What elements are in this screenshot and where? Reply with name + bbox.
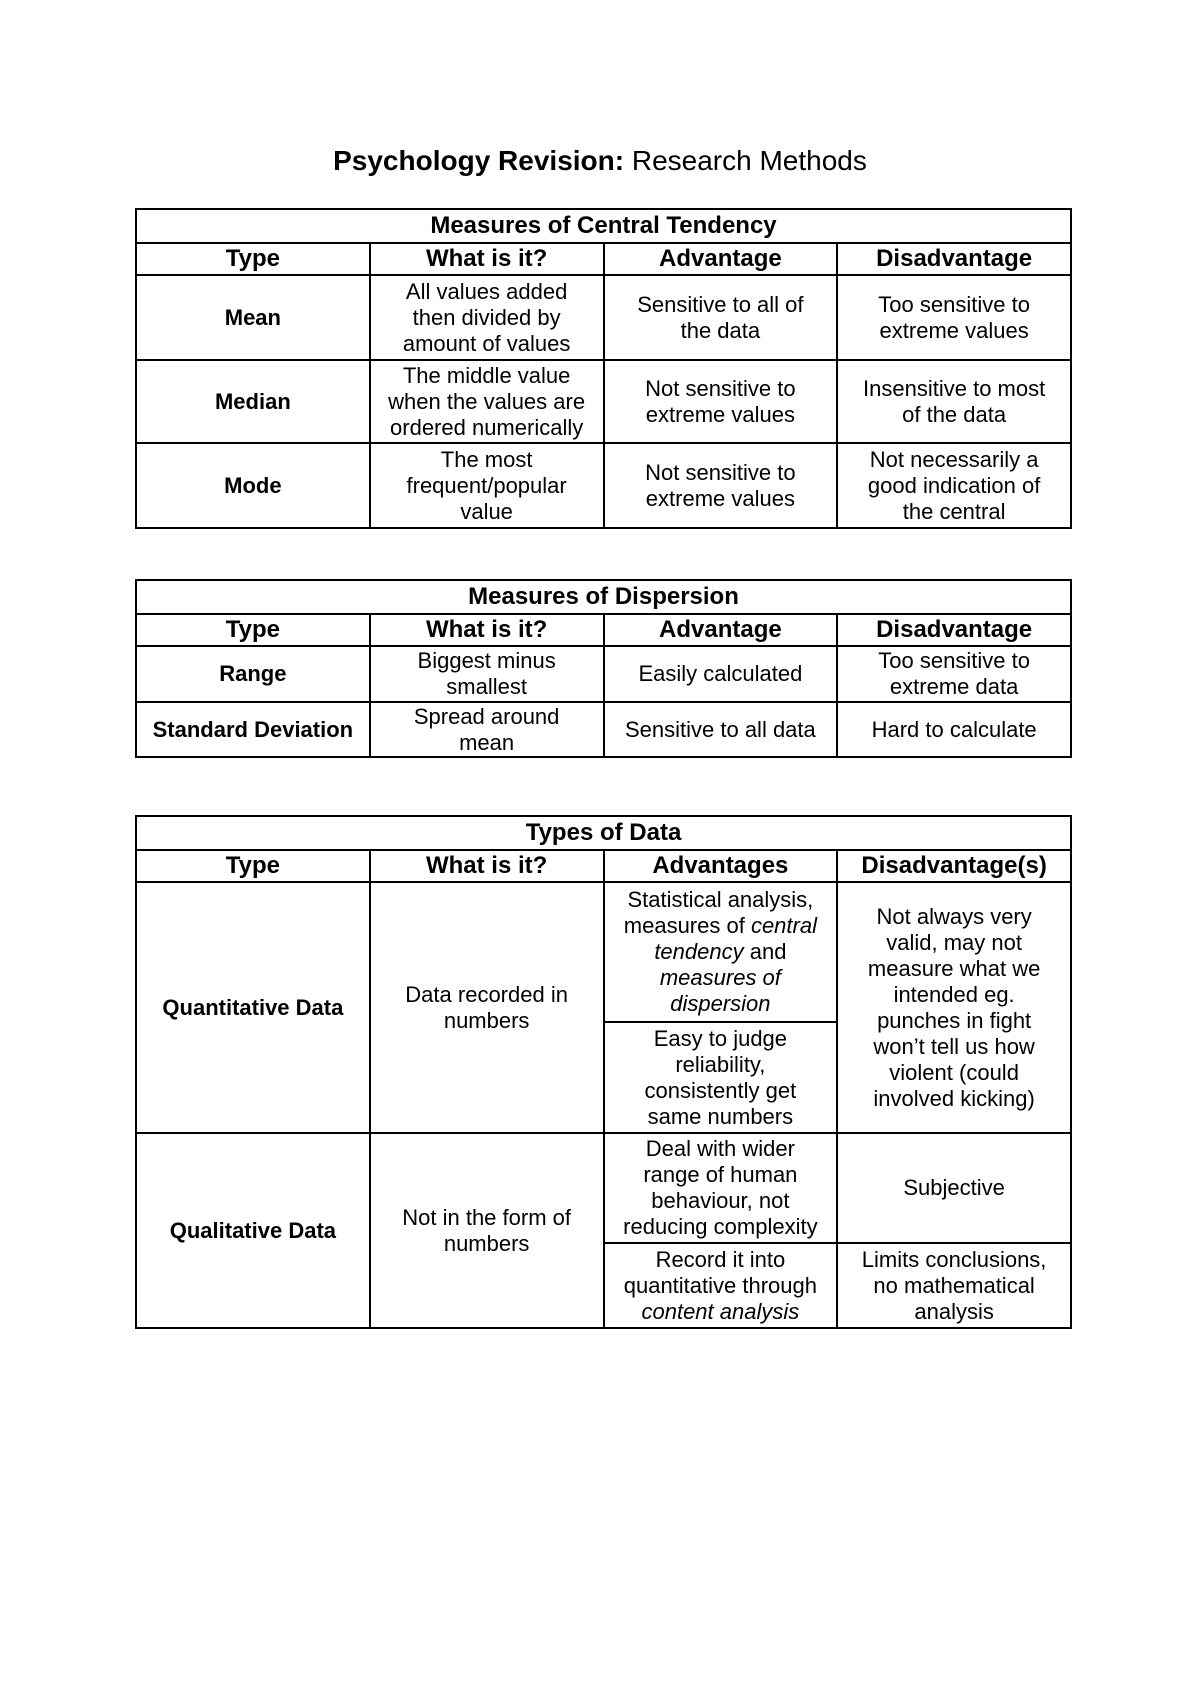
text-segment: Statistical analysis, measures of [623,887,814,938]
page-title [0,143,1200,179]
table-row [136,1133,1071,1243]
italic-term: central tendency [654,913,817,964]
column-header-type: Type [136,614,370,646]
column-header-advantages: Advantages [604,850,838,882]
dispersion-table [135,579,1072,758]
row-type: Range [136,646,370,702]
cell-what: Not in the form of numbers [370,1133,604,1328]
row-type: Median [136,360,370,443]
column-header-what: What is it? [370,850,604,882]
table-row [136,702,1071,757]
cell-disadvantage: Insensitive to most of the data [837,360,1071,443]
cell-advantage: Sensitive to all data [604,702,838,757]
cell-advantage: Easily calculated [604,646,838,702]
column-header-disadvantage: Disadvantage [837,243,1071,275]
page-title-bold: Psychology Revision: [333,145,625,176]
text-segment: Record it into quantitative through [623,1246,817,1298]
text-segment: and [743,939,787,964]
cell-advantage [604,1243,838,1328]
cell-disadvantage: Too sensitive to extreme data [837,646,1071,702]
table-caption: Measures of Dispersion [136,580,1071,614]
column-header-disadvantages: Disadvantage(s) [837,850,1071,882]
cell-what: The most frequent/popular value [370,443,604,528]
column-header-type: Type [136,243,370,275]
column-header-type: Type [136,850,370,882]
table-row [136,882,1071,1022]
cell-disadvantage: Limits conclusions, no mathematical analysis [837,1243,1071,1328]
italic-term: measures of dispersion [659,965,781,1016]
cell-advantage [604,1133,838,1243]
column-header-disadvantage: Disadvantage [837,614,1071,646]
row-type: Standard Deviation [136,702,370,757]
cell-advantage [604,882,838,1022]
page-title-regular: Research Methods [631,145,867,176]
row-type: Qualitative Data [136,1133,370,1328]
types-of-data-table [135,815,1072,1329]
cell-what: The middle value when the values are ordered numerically [370,360,604,443]
table-caption-row [136,209,1071,243]
table-header-row [136,243,1071,275]
cell-advantage: Not sensitive to extreme values [604,443,838,528]
italic-term: content analysis [641,1298,800,1324]
cell-what: Biggest minus smallest [370,646,604,702]
table-row [136,275,1071,360]
cell-disadvantage: Too sensitive to extreme values [837,275,1071,360]
table-row [136,443,1071,528]
cell-what: Spread around mean [370,702,604,757]
table-caption-row [136,816,1071,850]
table-header-row [136,614,1071,646]
column-header-advantage: Advantage [604,243,838,275]
row-type: Quantitative Data [136,882,370,1133]
cell-disadvantage: Not necessarily a good indication of the central [837,443,1071,528]
cell-advantage: Sensitive to all of the data [604,275,838,360]
cell-advantage [604,1022,838,1133]
table-header-row [136,850,1071,882]
central-tendency-table [135,208,1072,529]
cell-advantage: Not sensitive to extreme values [604,360,838,443]
text-segment: Deal with wider range of human behaviour, not reducing complexity [623,1136,818,1239]
cell-disadvantage: Subjective [837,1133,1071,1243]
column-header-what: What is it? [370,243,604,275]
column-header-advantage: Advantage [604,614,838,646]
cell-what: Data recorded in numbers [370,882,604,1133]
row-type: Mean [136,275,370,360]
table-caption: Types of Data [136,816,1071,850]
column-header-what: What is it? [370,614,604,646]
table-caption-row [136,580,1071,614]
table-caption: Measures of Central Tendency [136,209,1071,243]
text-segment: Easy to judge reliability, consistently get same numbers [644,1025,797,1129]
table-row [136,646,1071,702]
table-row [136,360,1071,443]
cell-disadvantage: Hard to calculate [837,702,1071,757]
row-type: Mode [136,443,370,528]
cell-what: All values added then divided by amount of values [370,275,604,360]
cell-disadvantage: Not always very valid, may not measure what we intended eg. punches in fight won’t tell us how violent (could involved kicking) [837,882,1071,1133]
